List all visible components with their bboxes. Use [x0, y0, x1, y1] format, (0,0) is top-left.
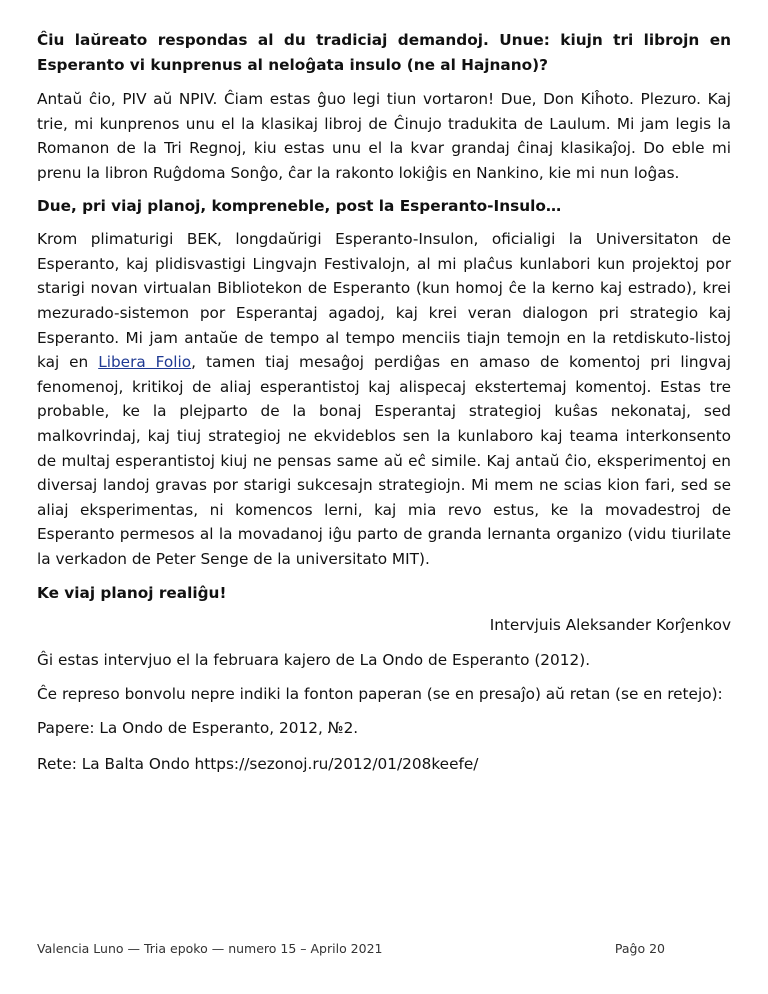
closing-wish: Ke viaj planoj realiĝu! [37, 584, 227, 603]
answer-2-text-after-link: , tamen tiaj mesaĝoj perdiĝas en amaso de komentoj pri lingvaj fenomenoj, kritikoj de aliaj esperantistoj kaj alispecaj ekstertemaj komentoj. Estas tre probable, ke la plejparto de la bonaj Esperantaj strategioj kuŝas nekonataj, sed malkovrindaj, kaj tiuj strategioj ne ekvideblos sen la kunlaboro kaj teama interkonsento de multaj esperantistoj kiuj ne pensas same aŭ eĉ simile. Kaj antaŭ ĉio, eksperimentoj en diversaj landoj gravas por starigi sukcesajn strategiojn. Mi mem ne scias kion fari, sed se aliaj eksperimentas, ni komencos lerni, kaj mia revo estus, ke la movadestroj de Esperanto permesos al la movadanoj iĝu parto de granda lernanta organizo (vidu tiurilate la verkadon de Peter Senge de la universitato MIT). [37, 353, 732, 568]
answer-2-text-before-link: Krom plimaturigi BEK, longdaŭrigi Esperanto-Insulon, oficialigi la Universitaton de Esperanto, kaj plidisvastigi Lingvajn Festivalojn, al mi plaĉus kunlabori kun projektoj por starigi novan virtualan Bibliotekon de Esperanto (kun homoj ĉe la kerno kaj estrado), krei mezurado-sistemon por Esperantaj agadoj, kaj krei veran dialogon pri strategio kaj Esperanto. Mi jam antaŭe de tempo al tempo menciis tiajn temojn en la retdiskuto-listoj kaj en [37, 230, 731, 372]
libera-folio-link[interactable]: Libera Folio [98, 353, 192, 372]
article-body [37, 28, 731, 777]
page-footer [37, 941, 665, 959]
web-source: Rete: La Balta Ondo https://sezonoj.ru/2012/01/208keefe/ [37, 755, 479, 774]
interviewer-signature: Intervjuis Aleksander Korĵenkov [489, 616, 731, 635]
interview-answer-2 [37, 227, 731, 571]
interview-question-2: Due, pri viaj planoj, kompreneble, post la Esperanto-Insulo… [37, 196, 562, 215]
reprint-note: Ĉe represo bonvolu nepre indiki la fonton paperan (se en presaĵo) aŭ retan (se en retejo): [37, 685, 723, 704]
footer-page-number: Paĝo 20 [614, 941, 665, 956]
paper-source: Papere: La Ondo de Esperanto, 2012, №2. [37, 718, 359, 737]
source-note: Ĝi estas intervjuo el la februara kajero de La Ondo de Esperanto (2012). [37, 650, 591, 669]
interview-question-1: Ĉiu laŭreato respondas al du tradiciaj demandoj. Unue: kiujn tri librojn en Esperanto vi kunprenus al neloĝata insulo (ne al Hajnano)? [37, 31, 731, 74]
interview-answer-1: Antaŭ ĉio, PIV aŭ NPIV. Ĉiam estas ĝuo legi tiun vortaron! Due, Don Kiĥoto. Plezuro. Kaj trie, mi kunprenos unu el la klasikaj libroj de Ĉinujo tradukita de Laulum. Mi jam legis la Romanon de la Tri Regnoj, kiu estas unu el la kvar grandaj ĉinaj klasikaĵoj. Do eble mi prenu la libron Ruĝdoma Sonĝo, ĉar la rakonto lokiĝis en Nankino, kie mi nun loĝas. [37, 90, 731, 182]
footer-publication-info: Valencia Luno — Tria epoko — numero 15 – Aprilo 2021 [37, 941, 383, 956]
